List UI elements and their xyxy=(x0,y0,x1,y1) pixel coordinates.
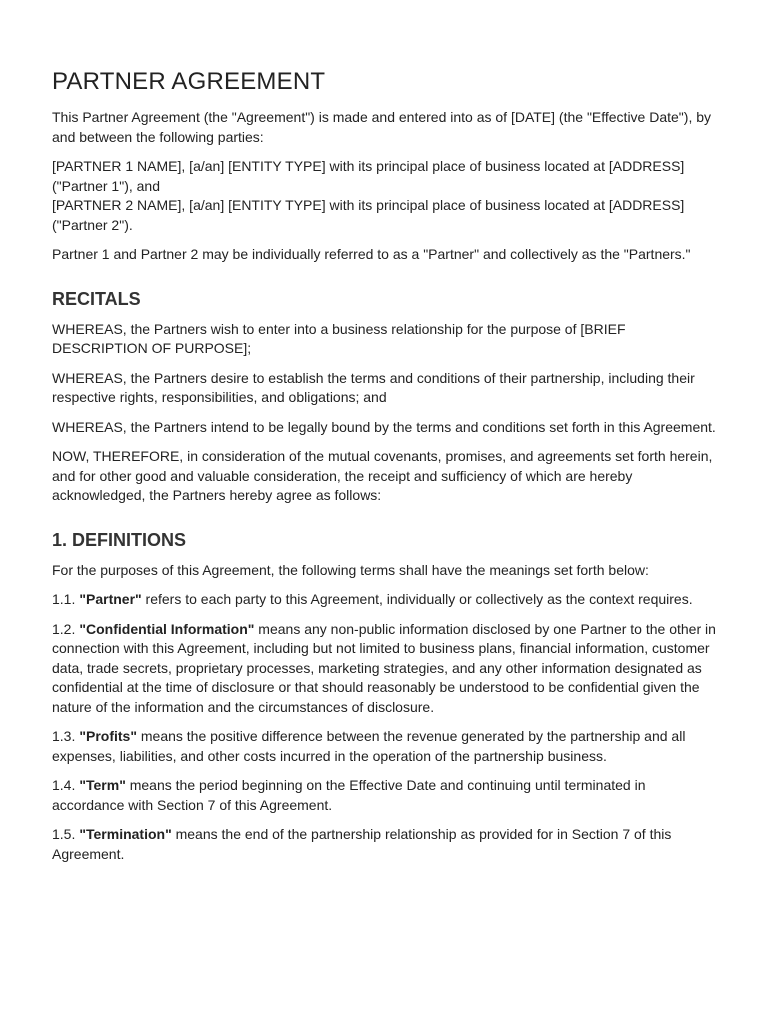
section-spacer xyxy=(52,275,718,289)
definition-number: 1.3. xyxy=(52,728,76,744)
definition-term: "Term" xyxy=(79,777,126,793)
definition-term: "Termination" xyxy=(79,826,172,842)
partner-2-clause: [PARTNER 2 NAME], [a/an] [ENTITY TYPE] with its principal place of business located at [ADDRESS] ("Partner 2"). xyxy=(52,197,685,233)
section-spacer xyxy=(52,516,718,530)
intro-paragraph: This Partner Agreement (the "Agreement") is made and entered into as of [DATE] (the "Effective Date"), by and between the following parties: xyxy=(52,109,712,145)
definition-item xyxy=(52,825,718,864)
definition-term: "Profits" xyxy=(79,728,137,744)
definitions-heading: 1. DEFINITIONS xyxy=(52,529,187,550)
definition-number: 1.1. xyxy=(52,591,76,607)
definition-term: "Confidential Information" xyxy=(79,620,255,637)
definition-number: 1.5. xyxy=(52,826,76,842)
definition-number: 1.2. xyxy=(52,620,76,637)
partners-definition-paragraph: Partner 1 and Partner 2 may be individually referred to as a "Partner" and collectively as the "Partners." xyxy=(52,246,691,262)
recital-item: WHEREAS, the Partners wish to enter into a business relationship for the purpose of [BRIEF DESCRIPTION OF PURPOSE]; xyxy=(52,320,626,356)
definition-text: means any non-public information disclosed by one Partner to the other in connection with this Agreement, including but not limited to business plans, financial information, customer data, trade secrets, proprietary processes, marketing strategies, and any other information designated as confidential at the time of disclosure or that should reasonably be understood to be confidential given the nature of the information and the circumstances of disclosure. xyxy=(52,620,716,715)
recitals-heading: RECITALS xyxy=(52,288,141,309)
definition-text: means the positive difference between the revenue generated by the partnership and all expenses, liabilities, and other costs incurred in the operation of the partnership business. xyxy=(52,728,686,764)
definitions-intro: For the purposes of this Agreement, the following terms shall have the meanings set forth below: xyxy=(52,561,649,578)
definition-item xyxy=(52,620,718,718)
recital-item: WHEREAS, the Partners intend to be legally bound by the terms and conditions set forth in this Agreement. xyxy=(52,418,716,435)
definition-item xyxy=(52,776,718,815)
recital-item: NOW, THEREFORE, in consideration of the mutual covenants, promises, and agreements set forth herein, and for other good and valuable consideration, the receipt and sufficiency of which are hereby acknowledged, the Partners hereby agree as follows: xyxy=(52,448,713,503)
definition-text: refers to each party to this Agreement, individually or collectively as the context requires. xyxy=(145,591,693,607)
recital-item: WHEREAS, the Partners desire to establish the terms and conditions of their partnership, including their respective rights, responsibilities, and obligations; and xyxy=(52,369,695,405)
partner-1-clause: [PARTNER 1 NAME], [a/an] [ENTITY TYPE] with its principal place of business located at [ADDRESS] ("Partner 1"), and xyxy=(52,158,685,194)
definition-item xyxy=(52,590,718,610)
definition-number: 1.4. xyxy=(52,777,76,793)
definition-text: means the end of the partnership relationship as provided for in Section 7 of this Agreement. xyxy=(52,826,672,862)
definition-term: "Partner" xyxy=(79,591,142,607)
definition-item xyxy=(52,727,718,766)
document-title: PARTNER AGREEMENT xyxy=(52,68,326,95)
definition-text: means the period beginning on the Effective Date and continuing until terminated in accordance with Section 7 of this Agreement. xyxy=(52,777,646,813)
